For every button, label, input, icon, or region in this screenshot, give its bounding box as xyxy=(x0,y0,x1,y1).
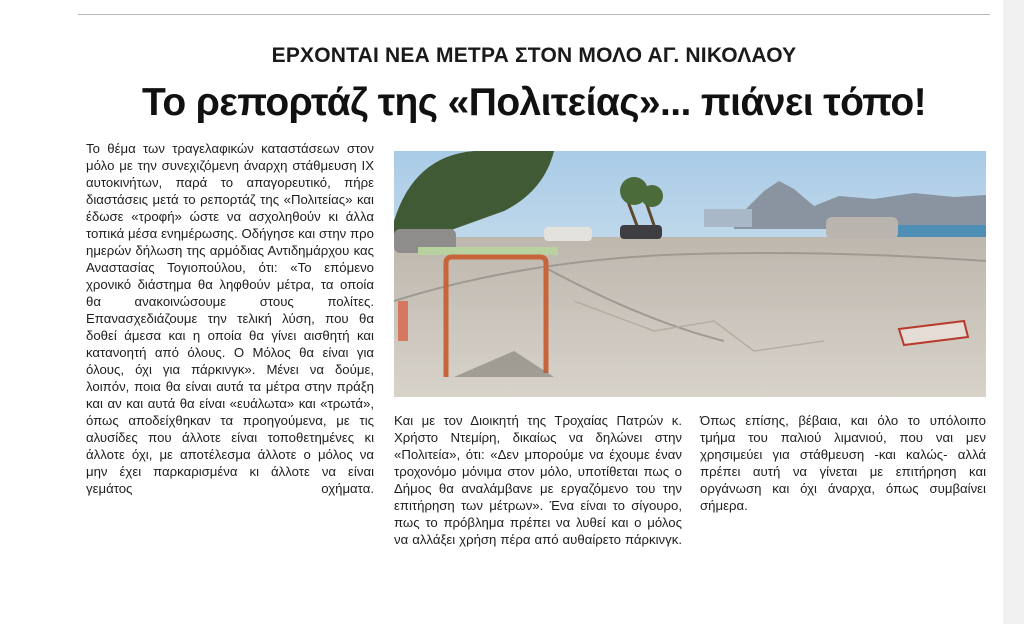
page-margin xyxy=(1003,0,1024,624)
building xyxy=(704,209,752,227)
article-paragraph-3: Όπως επίσης, βέβαια, και όλο το υπόλοιπο τμήμα του παλιού λιμανιού, που ναι μεν χρησιμεύει για στάθμευση -και καλώς- αλλά πρέπει αυτή να γίνεται με επιτήρηση και οργάνωση και όχι άναρχα, όπως συμβαίνει σήμερα. xyxy=(700,413,986,513)
article-column-3 xyxy=(700,412,986,514)
headline: Το ρεπορτάζ της «Πολιτείας»... πιάνει τόπο! xyxy=(141,81,926,124)
article-paragraph-1: Το θέμα των τραγελαφικών καταστάσεων στον μόλο με την συνεχιζόμενη άναρχη στάθμευση ΙΧ αυτοκινήτων, παρά το απαγορευτικό, πήρε διαστάσεις μετά το ρεπορτάζ της «Πολιτείας» και έδωσε «τροφή» ώστε να ασχοληθούν κι άλλα τοπικά μέσα ενημέρωσης. Οδήγησε και στην προ ημερών δήλωση της αρμόδιας Αντιδημάρχου κας Αναστασίας Τογιοπούλου, ότι: «Το επόμενο χρονικό διάστημα θα ληφθούν μέτρα, τα οποία θα ανακοινώσουμε στους πολίτες. Επανασχεδιάζουμε την τελική λύση, που θα δοθεί άμεσα και η οποία θα γίνει αισθητή και κατανοητή από όλους. Ο Μόλος θα είναι για όλους, όχι για πάρκινγκ». Μένει να δούμε, λοιπόν, ποια θα είναι αυτά τα μέτρα στην πράξη και αν και αυτά θα είναι «ευάλωτα» και «τρωτά», όπως αποδείχθηκαν τα προηγούμενα, με τις αλυσίδες που άλλοτε είναι τοποθετημένες κι άλλοτε όχι, με αποτέλεσμα άλλοτε ο μόλος να μην έχει παρκαρισμένα κι άλλοτε να είναι γεμάτος οχήματα. xyxy=(86,141,374,496)
parked-car xyxy=(826,217,898,239)
top-rule xyxy=(78,14,990,15)
planter xyxy=(418,247,558,255)
article-photo xyxy=(394,151,986,397)
kicker: ΕΡΧΟΝΤΑΙ ΝΕΑ ΜΕΤΡΑ ΣΤΟΝ ΜΟΛΟ ΑΓ. ΝΙΚΟΛΑΟΥ xyxy=(271,44,797,67)
article-column-1 xyxy=(86,140,374,497)
photo-illustration xyxy=(394,151,986,397)
article-paragraph-2: Και με τον Διοικητή της Τροχαίας Πατρών κ. Χρήστο Ντεμίρη, δικαίως να δηλώνει στην «Πολιτεία», ότι: «Δεν μπορούμε να έχουμε έναν τροχονόμο μόνιμα στον μόλο, υποτίθεται πως ο Δήμος θα αναλάμβανε με εργαζόμενο του την επιτήρηση των μέτρων». Ένα είναι το σίγουρο, πως το πρόβλημα πρέπει να λυθεί και ο μόλος να αλλάξει χρήση πέρα από αυθαίρετο πάρκινγκ. xyxy=(394,413,682,547)
article-column-2 xyxy=(394,412,682,548)
